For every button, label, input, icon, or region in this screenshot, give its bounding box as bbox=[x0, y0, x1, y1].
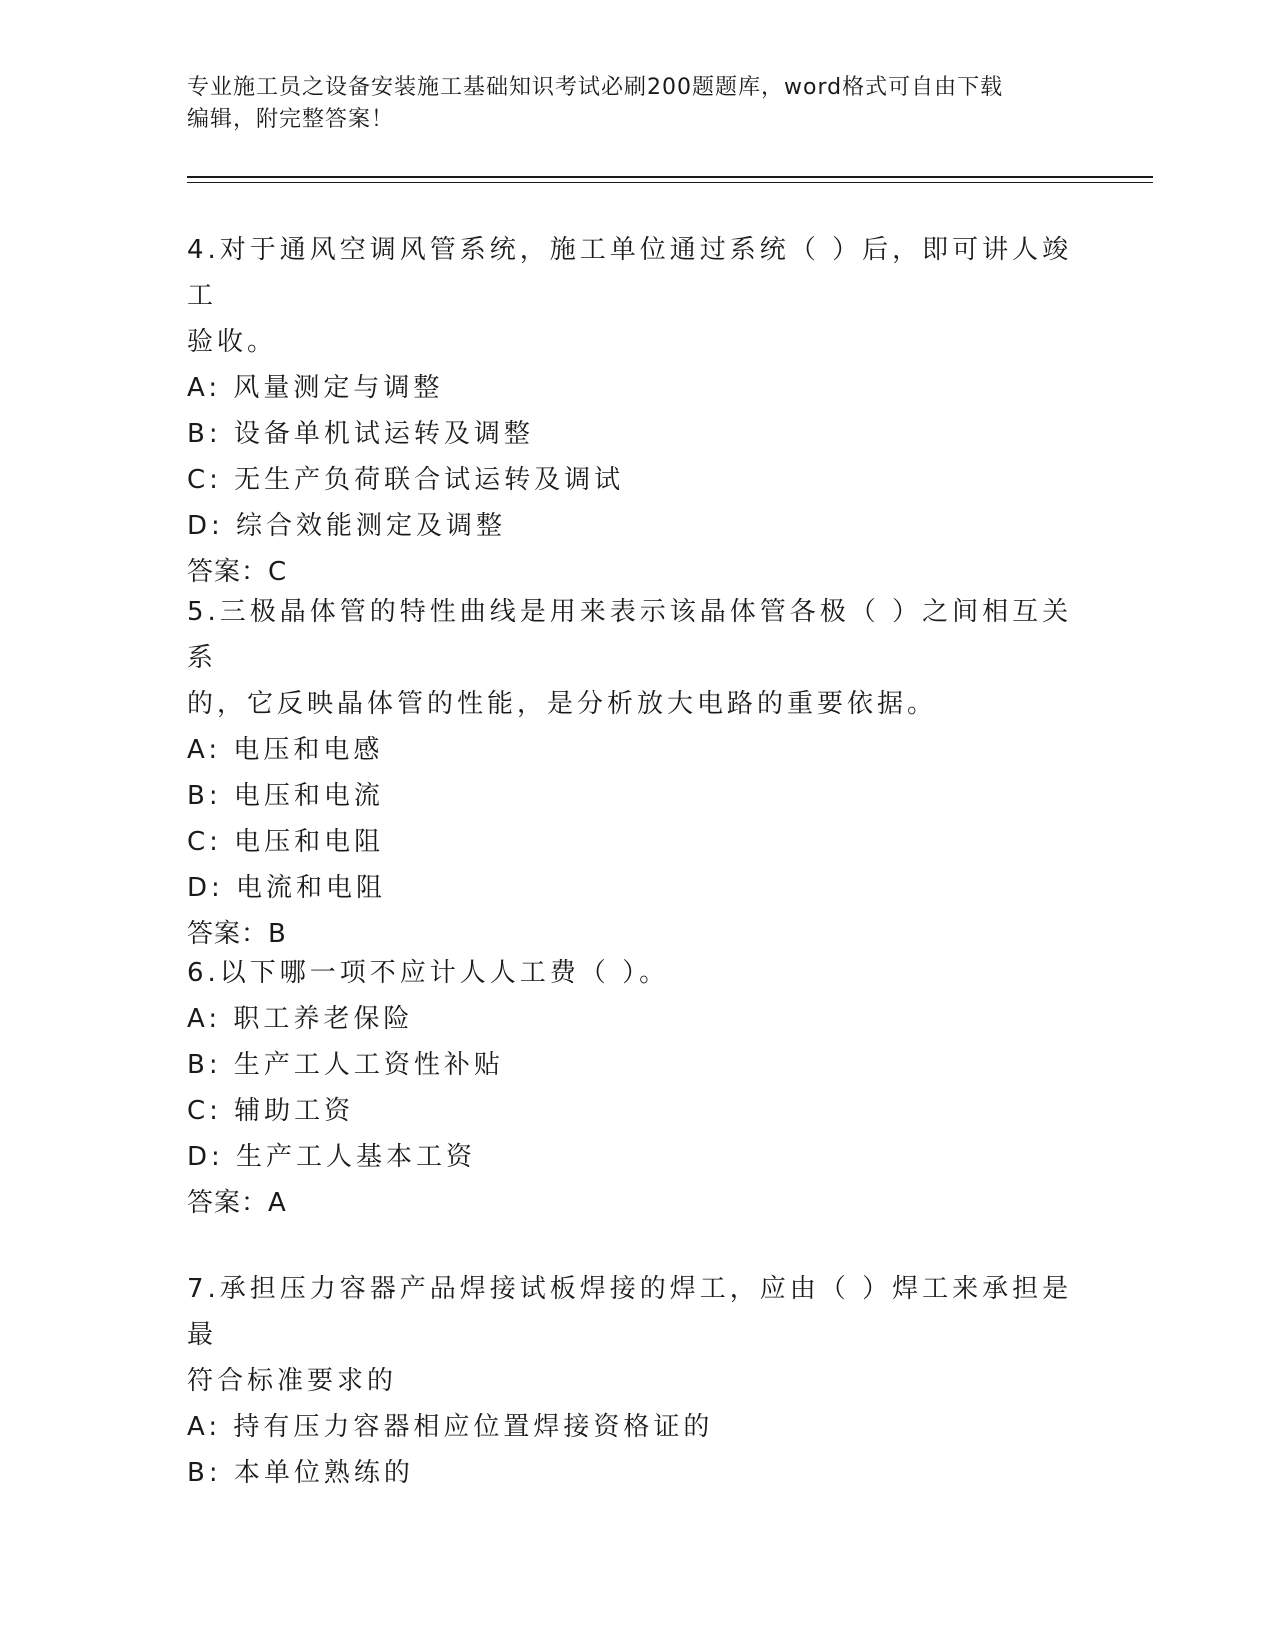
document-header bbox=[187, 72, 1067, 136]
question-5 bbox=[187, 589, 1087, 957]
question-7 bbox=[187, 1266, 1087, 1496]
question-4 bbox=[187, 227, 1087, 595]
question-stem-line1: 5.三极晶体管的特性曲线是用来表示该晶体管各极（ ）之间相互关系 bbox=[187, 597, 1073, 673]
option-b: B: 设备单机试运转及调整 bbox=[187, 419, 534, 449]
option-d: D: 综合效能测定及调整 bbox=[187, 511, 507, 541]
option-c: C: 辅助工资 bbox=[187, 1096, 355, 1126]
option-d: D: 生产工人基本工资 bbox=[187, 1142, 477, 1172]
option-a: A: 电压和电感 bbox=[187, 735, 384, 765]
question-stem-line2: 验收。 bbox=[187, 327, 278, 357]
header-title-line1: 专业施工员之设备安装施工基础知识考试必刷200题题库，word格式可自由下载 bbox=[187, 75, 1004, 100]
question-stem-line2: 的，它反映晶体管的性能，是分析放大电路的重要依据。 bbox=[187, 689, 938, 719]
option-c: C: 无生产负荷联合试运转及调试 bbox=[187, 465, 625, 495]
option-b: B: 电压和电流 bbox=[187, 781, 384, 811]
answer: 答案：B bbox=[187, 919, 287, 949]
option-a: A: 风量测定与调整 bbox=[187, 373, 444, 403]
option-b: B: 生产工人工资性补贴 bbox=[187, 1050, 504, 1080]
answer: 答案：C bbox=[187, 557, 288, 587]
option-a: A: 持有压力容器相应位置焊接资格证的 bbox=[187, 1412, 714, 1442]
question-stem-line1: 4.对于通风空调风管系统，施工单位通过系统（ ）后，即可讲人竣工 bbox=[187, 235, 1073, 311]
question-stem-line1: 7.承担压力容器产品焊接试板焊接的焊工，应由（ ）焊工来承担是最 bbox=[187, 1274, 1073, 1350]
question-6 bbox=[187, 950, 1087, 1226]
answer: 答案：A bbox=[187, 1188, 287, 1218]
header-title-line2: 编辑，附完整答案！ bbox=[187, 107, 395, 132]
question-stem-line2: 符合标准要求的 bbox=[187, 1366, 398, 1396]
option-b: B: 本单位熟练的 bbox=[187, 1458, 414, 1488]
option-a: A: 职工养老保险 bbox=[187, 1004, 414, 1034]
header-divider-thick bbox=[187, 176, 1153, 178]
question-stem-line1: 6.以下哪一项不应计人人工费（ ）。 bbox=[187, 958, 670, 988]
option-d: D: 电流和电阻 bbox=[187, 873, 387, 903]
header-divider-thin bbox=[187, 182, 1153, 183]
option-c: C: 电压和电阻 bbox=[187, 827, 385, 857]
